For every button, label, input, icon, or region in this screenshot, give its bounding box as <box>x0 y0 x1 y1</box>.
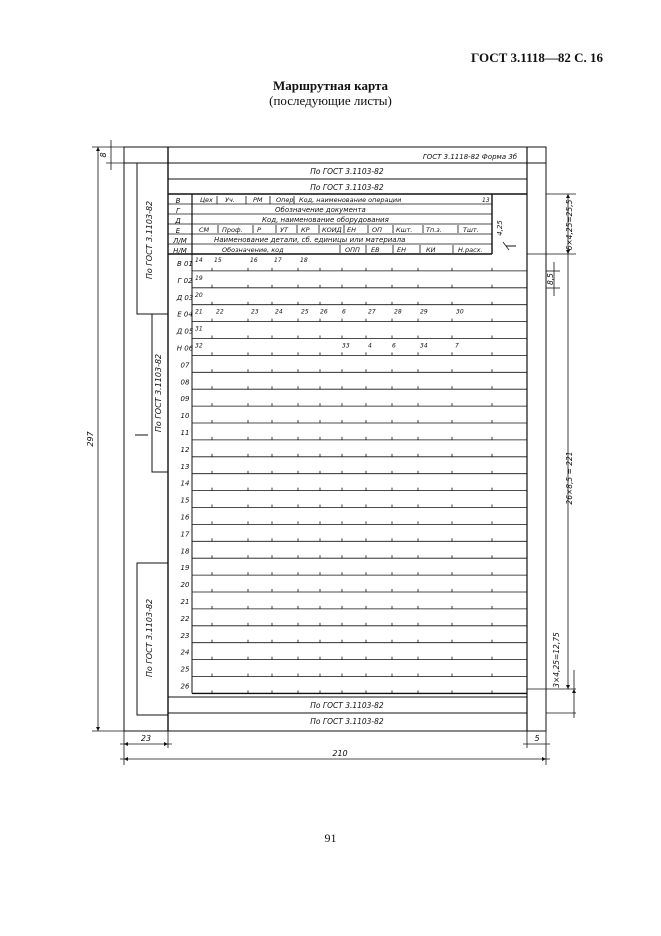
row-label: 21 <box>180 598 190 606</box>
field-number: 25 <box>301 308 309 316</box>
field-number: 4 <box>368 342 372 350</box>
row-label: 17 <box>180 530 190 539</box>
form-stamp: ГОСТ 3.1118-82 Форма 3б <box>422 153 518 161</box>
header-cell-E: Кшт. <box>396 226 413 234</box>
side-label-mid: По ГОСТ 3.1103-82 <box>154 353 163 433</box>
header-cell-NM: ЕВ <box>371 246 380 254</box>
row-label: 14 <box>180 479 190 488</box>
header-cell-NM: Обозначение, код <box>222 246 284 254</box>
row-label: 16 <box>180 513 190 522</box>
field-number: 18 <box>300 257 308 264</box>
dimension-arrow <box>542 757 546 761</box>
row-label: 24 <box>180 648 190 657</box>
field-number: 34 <box>420 342 428 350</box>
row-label: Г 02 <box>177 276 193 285</box>
dimension-arrow <box>566 685 570 689</box>
field-number: 17 <box>274 257 282 264</box>
field-number: 15 <box>214 257 222 264</box>
row-label: Д 05 <box>176 327 194 336</box>
dim-label-210: 210 <box>332 749 348 758</box>
header-cell-LM: Наименование детали, сб. единицы или материала <box>214 236 406 244</box>
field-number: 31 <box>195 325 203 333</box>
row-label: Н 06 <box>176 344 194 353</box>
field-number: 7 <box>455 342 459 350</box>
row-label: 25 <box>180 665 190 674</box>
row-code-E: Е <box>175 227 181 235</box>
field-number: 19 <box>195 274 203 282</box>
sheet-frame <box>124 147 546 731</box>
row-label: 20 <box>180 581 190 590</box>
header-cell-E: Проф. <box>222 226 243 234</box>
dim-label-row: 8,5 <box>546 273 555 285</box>
header-cell-E: ОП <box>372 226 383 234</box>
header-cell-G: Обозначение документа <box>275 206 366 214</box>
dimension-arrow <box>164 742 168 746</box>
row-code-NM: Н/М <box>173 247 187 255</box>
field-number: 14 <box>195 257 203 264</box>
dimension-arrow <box>124 757 128 761</box>
header-cell-NM: Н.расх. <box>458 246 483 254</box>
dim-label-23: 23 <box>140 734 152 743</box>
header-cell-E: КР <box>301 226 310 234</box>
header-cell-E: Р <box>257 226 261 234</box>
field-number: 20 <box>195 291 203 299</box>
page-title: Маршрутная карта <box>272 78 389 93</box>
top-field-1: По ГОСТ 3.1103-82 <box>310 167 384 176</box>
bottom-field-2: По ГОСТ 3.1103-82 <box>310 717 384 726</box>
dim-label-8: 8 <box>99 152 108 158</box>
standard-header: ГОСТ 3.1118—82 С. 16 <box>471 50 603 65</box>
header-cell-B: Код, наименование операции <box>299 196 402 204</box>
dim-label-425: 4,25 <box>496 220 504 236</box>
row-code-G: Г <box>176 207 180 215</box>
side-label-top: По ГОСТ 3.1103-82 <box>145 200 154 280</box>
header-cell-E: Тп.з. <box>426 226 442 234</box>
row-label: 07 <box>180 361 190 370</box>
header-cell-B: Уч. <box>225 196 235 204</box>
dimension-arrow <box>566 194 570 198</box>
field-number: 29 <box>420 308 428 316</box>
field-number: 33 <box>342 342 350 350</box>
header-cell-B: Опер. <box>276 196 296 204</box>
header-cell-E: ЕН <box>347 226 356 234</box>
field-number: 23 <box>251 308 259 316</box>
field-number: 24 <box>275 308 283 316</box>
row-code-B: В <box>175 197 181 205</box>
bottom-field-1: По ГОСТ 3.1103-82 <box>310 701 384 710</box>
dimension-arrow <box>572 689 576 693</box>
dimension-arrow <box>96 147 100 151</box>
field-number: 27 <box>368 308 376 316</box>
field-number: 6 <box>392 342 396 350</box>
row-label: В 01 <box>177 260 193 268</box>
dim-label-5: 5 <box>534 734 540 743</box>
row-label: 19 <box>180 564 190 573</box>
header-num-13: 13 <box>482 197 490 204</box>
row-label: 08 <box>180 378 190 387</box>
dimension-arrow <box>96 727 100 731</box>
dim-label-header: 6×4,25=25,5 <box>565 199 574 251</box>
header-cell-E: Тшт. <box>463 226 479 234</box>
header-cell-NM: ЕН <box>397 246 406 254</box>
field-number: 32 <box>195 342 203 350</box>
header-cell-NM: ОПП <box>345 246 360 254</box>
field-number: 22 <box>216 308 224 316</box>
row-label: Е 04 <box>177 310 193 319</box>
page-subtitle: (последующие листы) <box>269 93 392 108</box>
field-number: 16 <box>250 257 258 264</box>
row-label: 12 <box>180 445 190 454</box>
row-label: 11 <box>180 429 190 437</box>
side-label-bottom: По ГОСТ 3.1103-82 <box>145 598 154 678</box>
header-cell-E: КОИД <box>322 226 342 234</box>
header-cell-NM: КИ <box>426 246 436 254</box>
row-label: 23 <box>180 631 190 640</box>
header-cell-D: Код, наименование оборудования <box>262 216 389 224</box>
dim-label-bottom: 3×4,25=12,75 <box>552 632 561 688</box>
field-number: 28 <box>394 308 402 316</box>
header-cell-B: РМ <box>253 196 263 204</box>
row-code-LM: Л/М <box>173 237 187 245</box>
row-label: 26 <box>180 682 190 691</box>
row-label: 13 <box>180 462 190 471</box>
row-label: 22 <box>180 614 190 623</box>
row-label: 15 <box>180 496 190 505</box>
dim-label-rows: 26×8,5 = 221 <box>565 451 574 505</box>
row-code-D: Д <box>175 217 181 225</box>
row-label: Д 03 <box>176 293 194 302</box>
header-cell-E: СМ <box>199 226 210 234</box>
field-number: 21 <box>195 308 203 316</box>
dim-label-297: 297 <box>86 431 95 447</box>
row-label: 10 <box>180 412 190 421</box>
dimension-arrow <box>124 742 128 746</box>
field-number: 26 <box>320 308 328 316</box>
header-cell-B: Цех <box>200 196 213 204</box>
row-label: 09 <box>180 395 190 404</box>
header-cell-E: УТ <box>280 226 288 234</box>
row-label: 18 <box>180 547 190 556</box>
page-number: 91 <box>324 831 337 845</box>
top-field-2: По ГОСТ 3.1103-82 <box>310 183 384 192</box>
field-number: 6 <box>342 308 346 316</box>
field-number: 30 <box>456 308 464 316</box>
